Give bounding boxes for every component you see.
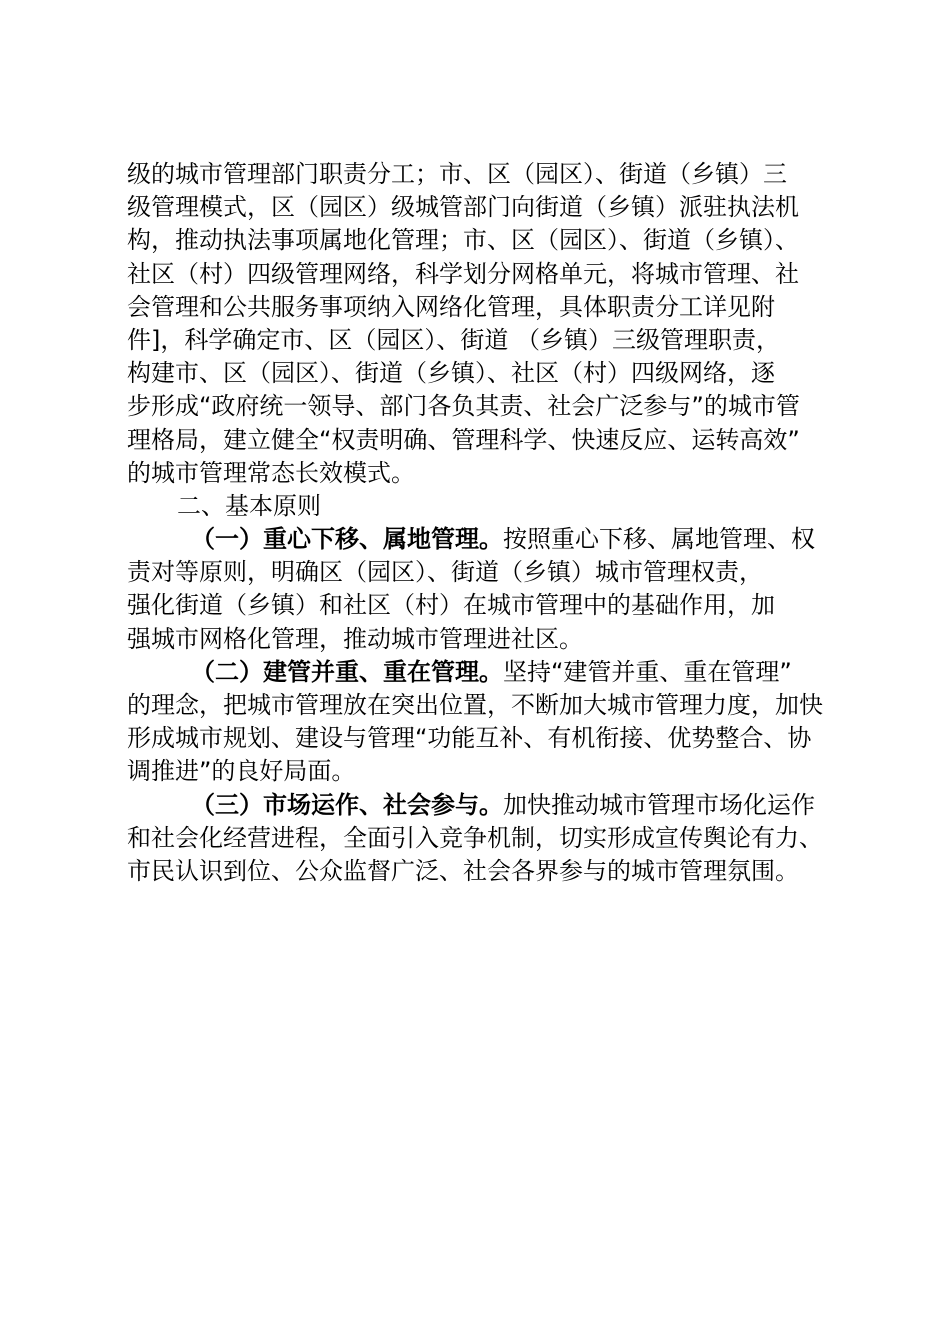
intro-line: 的城市管理常态长效模式。 xyxy=(127,458,415,487)
principle-line: 责对等原则，明确区（园区）、街道（乡镇）城市管理权责， xyxy=(127,558,763,587)
intro-line: 构，推动执法事项属地化管理；市、区（园区）、街道（乡镇）、 xyxy=(127,226,799,255)
intro-line: 社区（村）四级管理网络，科学划分网格单元，将城市管理、社 xyxy=(127,259,799,288)
principle-title: （二）建管并重、重在管理。 xyxy=(191,657,503,686)
document-body xyxy=(127,158,847,888)
section-heading: 二、基本原则 xyxy=(177,491,321,520)
intro-line: 级的城市管理部门职责分工；市、区（园区）、街道（乡镇）三 xyxy=(127,160,787,188)
principle-first-line xyxy=(127,523,847,556)
principle-line: 的理念，把城市管理放在突出位置，不断加大城市管理力度，加快 xyxy=(127,691,823,719)
principle-line: 市民认识到位、公众监督广泛、社会各界参与的城市管理氛围。 xyxy=(127,856,799,885)
intro-line: 件]，科学确定市、区（园区）、街道 （乡镇）三级管理职责， xyxy=(127,325,780,354)
principle-line: 强化街道（乡镇）和社区（村）在城市管理中的基础作用，加 xyxy=(127,591,775,620)
principle-first-line xyxy=(127,789,847,822)
principle-text: 加快推动城市管理市场化运作 xyxy=(503,790,815,819)
intro-line: 会管理和公共服务事项纳入网络化管理，具体职责分工详见附 xyxy=(127,292,775,321)
principle-text: 按照重心下移、属地管理、权 xyxy=(503,525,815,554)
principle-line: 强城市网格化管理，推动城市管理进社区。 xyxy=(127,624,583,653)
intro-line: 构建市、区（园区）、街道（乡镇）、社区（村）四级网络，逐 xyxy=(127,359,775,388)
intro-line: 理格局，建立健全“权责明确、管理科学、快速反应、运转高效” xyxy=(127,425,800,454)
principle-line: 形成城市规划、建设与管理“功能互补、有机衔接、优势整合、协 xyxy=(127,724,812,753)
intro-line: 级管理模式，区（园区）级城管部门向街道（乡镇）派驻执法机 xyxy=(127,193,799,222)
principle-title: （三）市场运作、社会参与。 xyxy=(191,790,503,819)
principle-line: 调推进”的良好局面。 xyxy=(127,757,356,786)
intro-line: 步形成“政府统一领导、部门各负其责、社会广泛参与”的城市管 xyxy=(127,392,800,421)
principle-first-line xyxy=(127,656,847,689)
principle-text: 坚持“建管并重、重在管理” xyxy=(503,657,792,686)
principle-line: 和社会化经营进程，全面引入竞争机制，切实形成宣传舆论有力、 xyxy=(127,823,823,852)
principle-title: （一）重心下移、属地管理。 xyxy=(191,525,503,554)
